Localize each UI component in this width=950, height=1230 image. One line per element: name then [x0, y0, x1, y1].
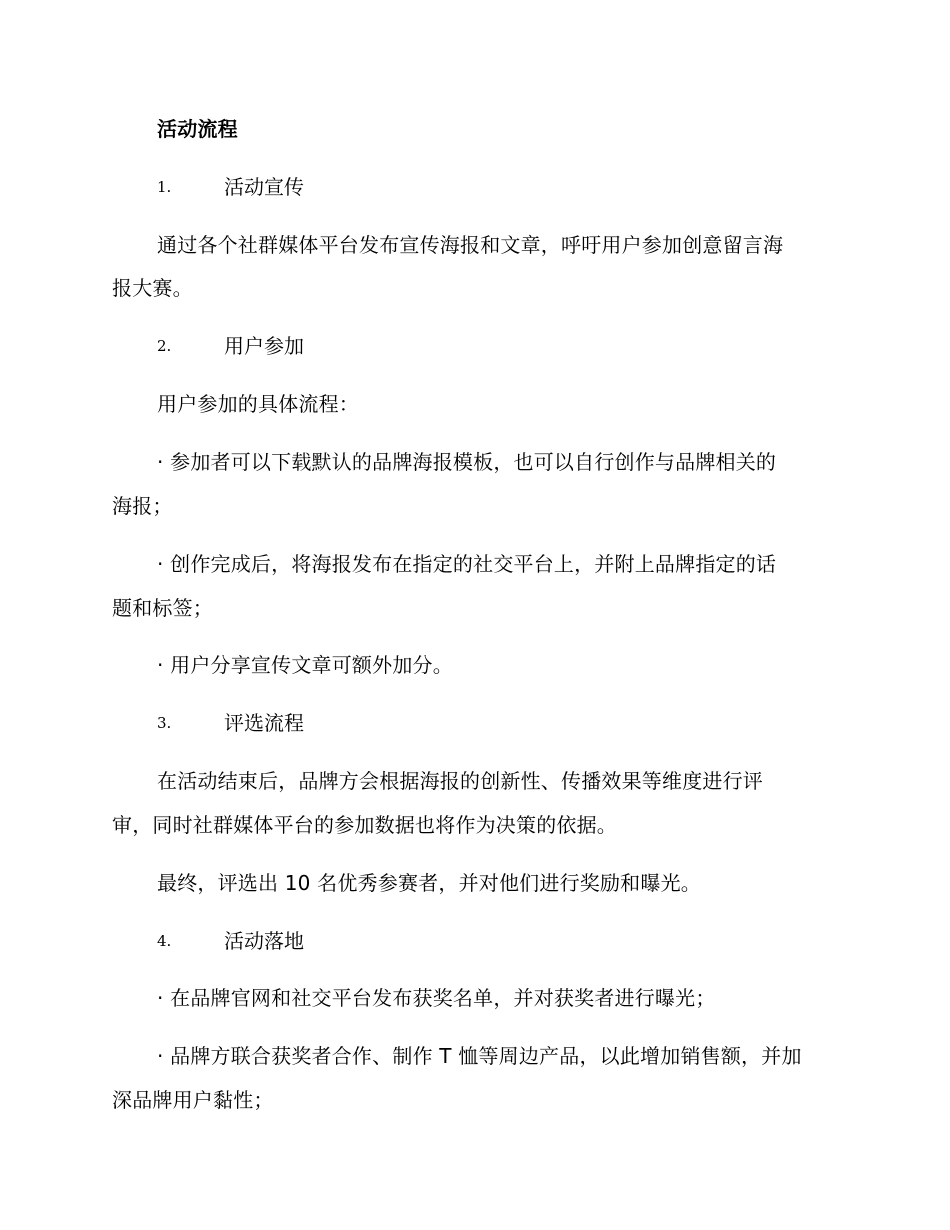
paragraph-line: 报大赛。 [112, 276, 193, 300]
paragraph-line: 审，同时社群媒体平台的参加数据也将作为决策的依据。 [112, 813, 617, 837]
section-heading: 活动流程 [157, 117, 238, 141]
section-number-4: 4. [157, 932, 172, 950]
paragraph-line: 最终，评选出 10 名优秀参赛者，并对他们进行奖励和曝光。 [157, 871, 701, 895]
section-title-2: 用户参加 [224, 334, 304, 358]
bullet-item: · 品牌方联合获奖者合作、制作 T 恤等周边产品，以此增加销售额，并加 [157, 1044, 802, 1068]
paragraph-line: 在活动结束后，品牌方会根据海报的创新性、传播效果等维度进行评 [157, 769, 763, 793]
section-number-2: 2. [157, 337, 172, 355]
bullet-item-continuation: 深品牌用户黏性； [112, 1088, 274, 1112]
section-number-1: 1. [157, 178, 172, 196]
section-title-3: 评选流程 [224, 711, 304, 735]
bullet-item-continuation: 海报； [112, 494, 173, 518]
section-title-4: 活动落地 [224, 929, 304, 953]
section-number-3: 3. [157, 714, 172, 732]
bullet-item: · 创作完成后，将海报发布在指定的社交平台上，并附上品牌指定的话 [157, 552, 777, 576]
bullet-item: · 用户分享宣传文章可额外加分。 [157, 653, 453, 677]
section-title-1: 活动宣传 [224, 175, 304, 199]
bullet-item: · 在品牌官网和社交平台发布获奖名单，并对获奖者进行曝光； [157, 986, 716, 1010]
bullet-item-continuation: 题和标签； [112, 596, 213, 620]
paragraph-line: 用户参加的具体流程： [157, 392, 359, 416]
paragraph-line: 通过各个社群媒体平台发布宣传海报和文章，呼吁用户参加创意留言海 [157, 233, 784, 257]
bullet-item: · 参加者可以下载默认的品牌海报模板，也可以自行创作与品牌相关的 [157, 450, 777, 474]
